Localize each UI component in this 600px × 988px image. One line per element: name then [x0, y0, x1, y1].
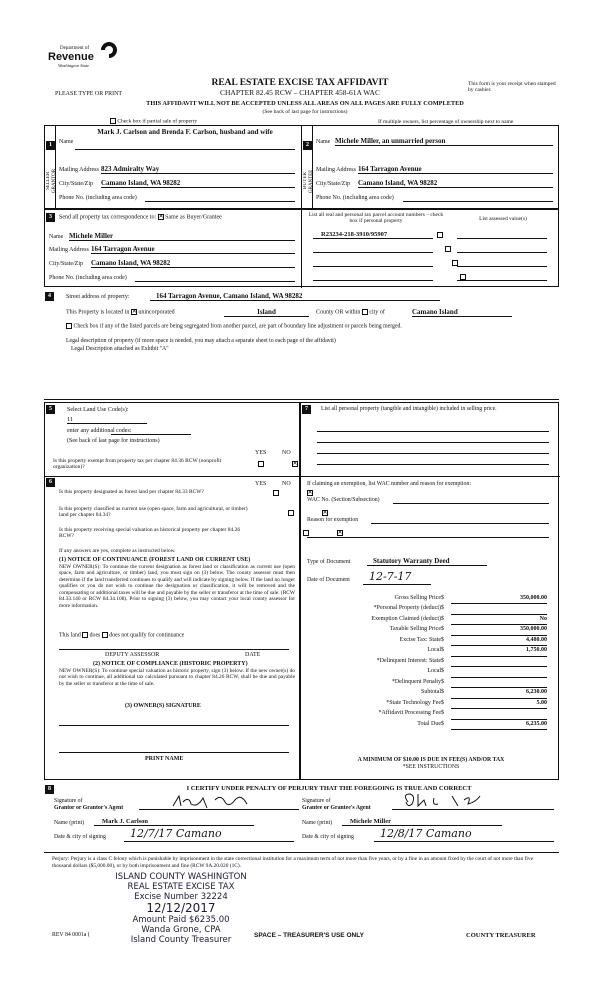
forest-yes-checkbox[interactable]	[273, 490, 279, 496]
financial-row	[311, 719, 547, 730]
financial-value[interactable]: 350,000.00	[451, 593, 547, 604]
assessed-3[interactable]	[457, 259, 547, 267]
grantor-date[interactable]: 12/7/17 Camano	[124, 828, 294, 842]
additional-codes: enter any additional codes:	[67, 428, 132, 434]
financial-row	[311, 604, 547, 615]
financial-row	[311, 625, 547, 636]
see-back: (See back of last page for instructions)	[262, 109, 348, 115]
reason-field-2[interactable]	[307, 533, 549, 538]
exemption-note: If claiming an exemption, list WAC number and reason for exemption:	[307, 481, 471, 487]
financial-row	[311, 667, 547, 678]
parcel-2[interactable]	[313, 245, 433, 253]
section-5-6	[44, 402, 300, 780]
exempt-yes-checkbox[interactable]	[258, 461, 264, 467]
buyer-phone[interactable]	[403, 194, 553, 202]
section-num-7: 7	[302, 405, 311, 414]
financial-currency: $	[441, 626, 444, 633]
corr-name-label: Name	[49, 234, 64, 240]
deputy-line[interactable]	[59, 645, 289, 650]
section-num-4: 4	[45, 292, 54, 301]
assessed-1[interactable]	[457, 231, 547, 239]
exempt-question: Is this property exempt from property tax per chapter 84.36 RCW (nonprofit organization)?	[53, 458, 222, 471]
corr-addr[interactable]: 164 Tarragon Avenue	[91, 245, 295, 254]
buyer-city-label: City/State/Zip	[316, 181, 350, 187]
financial-value[interactable]: No	[451, 614, 547, 625]
grantor-sig-label-b: Grantor or Grantor's Agent	[54, 805, 124, 811]
parcel-4[interactable]	[313, 273, 433, 281]
financials-table	[311, 593, 547, 730]
financial-label: Total Due	[417, 720, 441, 727]
partial-sale-label: Check box if partial sale of property	[117, 118, 198, 125]
wac-label: WAC No. (Section/Subsection)	[307, 497, 380, 503]
section-8	[44, 782, 559, 852]
does-not-label: does not qualify for continuance	[109, 632, 185, 639]
stamp-amount: Amount Paid $6235.00	[132, 915, 230, 926]
unincorporated-label: unincorporated	[138, 309, 175, 316]
financial-row	[311, 635, 547, 646]
exempt-yes-header: YES	[255, 450, 267, 456]
segregated-label: Check box if any of the listed parcels are being segregated from another parcel, are part of boundary line adjustment or parcels being merged.	[73, 323, 402, 330]
corr-intro	[59, 214, 222, 221]
buyer-name[interactable]: Michele Miller, an unmarried person	[335, 137, 553, 146]
grantee-name-label: Name (print)	[302, 820, 333, 826]
section-num-5: 5	[46, 405, 55, 414]
financial-currency: $	[441, 689, 444, 696]
treasurer-use-only: SPACE – TREASURER'S USE ONLY	[254, 932, 364, 939]
financial-currency: $	[441, 720, 444, 727]
city-value[interactable]: Camano Island	[412, 308, 512, 317]
financial-currency: $	[441, 699, 444, 706]
segregated-row	[66, 323, 402, 330]
section-num-2: 2	[303, 141, 312, 150]
deputy-label: DEPUTY ASSESSOR	[105, 652, 160, 658]
notice1-body: NEW OWNER(S): To continue the current designation as forest land or classification as current use (open space, farm and agriculture, or timber) land, you must sign on (3) below. The county assessor must then determine if the land transferred continues to qualify and will indicate by signing below. If the land no longer qualifies or you do not wish to continue the designation or classification, it will be removed and the compensating or additional taxes will be due and payable by the seller or transferor at the time of sale. (RCW 84.33.140 or RCW 84.34.108). Prior to signing (3) below, you may contact your local county assessor for more information.	[59, 564, 295, 609]
grantor-signature-scribble	[169, 794, 269, 810]
notice1-title: (1) NOTICE OF CONTINUANCE (FOREST LAND OR CURRENT USE)	[59, 557, 251, 563]
financial-row	[311, 698, 547, 709]
corr-phone[interactable]	[135, 274, 295, 282]
financial-currency: $	[441, 594, 444, 601]
financial-label: Gross Selling Price	[394, 594, 441, 601]
assessed-header: List assessed value(s)	[479, 216, 527, 222]
stamp-excise-number: Excise Number 32224	[134, 891, 228, 902]
section-4	[44, 290, 559, 400]
financial-currency: $	[441, 668, 444, 675]
section-num-8: 8	[45, 785, 54, 794]
financial-row	[311, 677, 547, 688]
financial-label: Subtotal	[420, 689, 441, 696]
seller-side-label: SELLER GRANTOR	[46, 168, 57, 194]
located-row	[66, 309, 175, 316]
personal-property-note: List all personal property (tangible and intangible) included in selling price.	[321, 406, 497, 412]
financial-row	[311, 656, 547, 667]
legal-attached: Legal Description attached as Exhibit "A"	[71, 346, 169, 352]
grantee-date[interactable]: 12/8/17 Camano	[374, 828, 554, 842]
notice2-title: (2) NOTICE OF COMPLIANCE (HISTORIC PROPERTY)	[93, 661, 248, 667]
street-label: Street address of property:	[66, 294, 130, 300]
corr-city-label: City/State/Zip	[49, 261, 83, 267]
financial-value[interactable]	[451, 677, 547, 688]
grantor-date-label: Date & city of signing	[54, 834, 106, 840]
form-number: REV 84 0001a (	[52, 932, 90, 938]
reason-field[interactable]	[371, 517, 549, 524]
financial-currency: $	[441, 636, 444, 643]
financial-value[interactable]	[451, 604, 547, 615]
seller-name-label: Name	[59, 139, 74, 145]
stamp-tax: REAL ESTATE EXCISE TAX	[127, 881, 235, 892]
section-num-1: 1	[46, 141, 55, 150]
city-label: city of	[369, 309, 385, 316]
personal-line-2[interactable]	[317, 440, 549, 443]
financial-label: *Personal Property (deduct)	[373, 605, 441, 612]
dor-logo	[44, 40, 124, 72]
financial-label: Exemption Claimed (deduct)	[371, 615, 441, 622]
corr-intro-text: Send all property tax correspondence to:	[59, 214, 157, 221]
financial-label: *Affidavit Processing Fee	[378, 710, 441, 717]
seller-phone-label: Phone No. (including area code)	[59, 195, 137, 201]
corr-addr-label: Mailing Address	[49, 247, 89, 253]
section-7	[300, 402, 559, 780]
land-use-label: Select Land Use Code(s):	[67, 407, 129, 413]
corr-name[interactable]: Michele Miller	[69, 232, 295, 241]
financial-currency: $	[441, 647, 444, 654]
financial-currency: $	[441, 657, 444, 664]
doc-type-label: Type of Document	[307, 559, 351, 565]
does-not-checkbox[interactable]	[102, 632, 108, 638]
sec6-no-header: NO	[282, 481, 291, 487]
print-name-label: PRINT NAME	[145, 756, 184, 762]
seller-addr-label: Mailing Address	[59, 167, 99, 173]
grantor-name-label: Name (print)	[54, 820, 85, 826]
buyer-name-label: Name	[316, 139, 331, 145]
financial-value[interactable]: 6,235.00	[451, 719, 547, 730]
segregated-checkbox[interactable]	[66, 323, 72, 329]
financial-label: Taxable Selling Price	[389, 626, 441, 633]
seller-name[interactable]: Mark J. Carlson and Brenda F. Carlson, husband and wife	[75, 128, 295, 150]
wac-field[interactable]	[393, 497, 549, 504]
financial-currency: $	[441, 615, 444, 622]
section-1-2	[44, 125, 559, 209]
street-address[interactable]: 164 Tarragon Avenue, Camano Island, WA 98282	[150, 292, 440, 301]
dept-revenue: Revenue	[48, 51, 94, 63]
current-use-yes-checkbox[interactable]	[288, 510, 294, 516]
assessed-4[interactable]	[457, 273, 547, 281]
partial-sale-checkbox[interactable]	[110, 118, 116, 124]
parcel-1[interactable]: R23234-218-3910/95907	[313, 231, 433, 239]
grantee-date-label: Date & city of signing	[302, 834, 354, 840]
doc-date-label: Date of Document	[307, 577, 350, 583]
date-label: DATE	[245, 652, 261, 658]
buyer-phone-label: Phone No. (including area code)	[316, 195, 394, 201]
land-use-see-back: (See back of last page for instructions)	[67, 438, 160, 444]
financial-currency: $	[441, 605, 444, 612]
county-within	[316, 309, 385, 316]
doc-type[interactable]: Statutory Warranty Deed	[367, 557, 487, 566]
personal-line-1[interactable]	[317, 429, 549, 432]
financial-row	[311, 688, 547, 699]
dor-logo-icon	[99, 40, 119, 60]
financial-label: Excise Tax: State	[399, 636, 441, 643]
grantee-sig-label-b: Grantee or Grantee's Agent	[302, 805, 371, 811]
certify-text: I CERTIFY UNDER PENALTY OF PERJURY THAT THE FOREGOING IS TRUE AND CORRECT	[186, 785, 472, 792]
financial-row	[311, 709, 547, 720]
corr-city[interactable]: Camano Island, WA 98282	[91, 259, 295, 268]
stamp-date: 12/12/2017	[146, 901, 216, 916]
forest-question: Is this property designated as forest land per chapter 84.33 RCW?	[59, 489, 204, 495]
page-title: REAL ESTATE EXCISE TAX AFFIDAVIT	[211, 78, 389, 88]
financial-label: *Delinquent Interest: State	[376, 657, 441, 664]
this-land-row	[59, 632, 184, 639]
financial-label: Local	[427, 668, 441, 675]
parcel-2-checkbox[interactable]	[445, 246, 451, 252]
financial-row	[311, 614, 547, 625]
multiple-owners: If multiple owners, list percentage of ownership next to name	[378, 119, 514, 125]
partial-sale[interactable]	[110, 118, 197, 125]
financial-value[interactable]: 6,230.00	[451, 688, 547, 699]
please-type: PLEASE TYPE OR PRINT	[55, 91, 123, 97]
land-use-code[interactable]: 11	[67, 416, 147, 424]
grantor-name[interactable]: Mark J. Carlson	[94, 818, 254, 826]
unincorporated-checkbox[interactable]	[131, 309, 137, 315]
grantor-sig-label-a: Signature of	[54, 798, 83, 804]
minimum-due: A MINIMUM OF $10.00 IS DUE IN FEE(S) AND/OR TAX	[357, 757, 505, 763]
this-land-label: This land	[59, 632, 81, 639]
legal-description: Legal description of property (if more space is needed, you may attach a separate sheet to each page of the affidavit)	[66, 338, 336, 344]
chapter: CHAPTER 82.45 RCW – CHAPTER 458-61A WAC	[220, 88, 380, 97]
owner-sig-line[interactable]	[59, 721, 289, 726]
personal-line-3[interactable]	[317, 451, 549, 454]
seller-city[interactable]: Camano Island, WA 98282	[101, 179, 295, 188]
financial-value[interactable]	[451, 667, 547, 678]
financial-value[interactable]: 5.00	[451, 698, 547, 709]
county-value[interactable]: Island	[224, 308, 309, 317]
stamp-county: ISLAND COUNTY WASHINGTON	[115, 872, 247, 882]
not-accepted: THIS AFFIDAVIT WILL NOT BE ACCEPTED UNLESS ALL AREAS ON ALL PAGES ARE FULLY COMPLETED	[146, 100, 464, 107]
financial-currency: $	[441, 678, 444, 685]
assessed-2[interactable]	[457, 245, 547, 253]
stamp-treasurer-title: Island County Treasurer	[130, 934, 232, 945]
sec6-yes-header: YES	[255, 481, 267, 487]
exempt-no-header: NO	[282, 450, 291, 456]
print-name-line[interactable]	[59, 748, 289, 753]
financial-label: *State Technology Fee	[386, 699, 441, 706]
doc-date[interactable]: 12-7-17	[363, 571, 431, 585]
seller-addr[interactable]: 823 Admiralty Way	[101, 165, 295, 174]
receipt-note: This form is your receipt when stamped by cashier.	[468, 81, 556, 94]
treasurer-stamp	[96, 873, 266, 945]
buyer-addr-label: Mailing Address	[316, 167, 356, 173]
corr-same-label: Same as Buyer/Grantee	[165, 214, 222, 221]
financial-label: Local	[427, 647, 441, 654]
perjury-note: Perjury: Perjury is a class C felony which is punishable by imprisonment in the state correctional institution for a maximum term of not more than five years, or by a fine in an amount fixed by the court of not more than five thousand dollars ($5,000.00), or by both imprisonment and fine (RCW 9A.20.020 (1C).	[52, 856, 533, 869]
notice2-body: NEW OWNER(S): To continue special valuation as historic property, sign (3) below. If the new owner(s) do not wish to continue, all additional tax calculated pursuant to chapter 84.26 RCW, shall be due and payable by the seller or transferor at the time of sale.	[59, 668, 295, 687]
does-label: does	[89, 632, 101, 639]
financial-currency: $	[441, 710, 444, 717]
financial-value[interactable]: 1,750.00	[451, 646, 547, 657]
county-treasurer: COUNTY TREASURER	[466, 932, 536, 939]
does-checkbox[interactable]	[82, 632, 88, 638]
section-3	[44, 209, 559, 287]
grantor-signature[interactable]	[139, 796, 299, 810]
financial-value[interactable]	[451, 709, 547, 720]
financial-row	[311, 646, 547, 657]
financial-value[interactable]: 4,480.00	[451, 635, 547, 646]
financial-row	[311, 593, 547, 604]
buyer-side-label: BUYER GRANTEE	[303, 169, 314, 193]
grantee-signature[interactable]	[392, 796, 554, 810]
corr-phone-label: Phone No. (including area code)	[49, 275, 127, 281]
personal-line-4[interactable]	[317, 462, 549, 465]
dept-state: Washington State	[58, 63, 90, 68]
grantee-sig-label-a: Signature of	[302, 798, 331, 804]
financial-value[interactable]	[451, 656, 547, 667]
section-num-6: 6	[46, 478, 55, 487]
seller-phone[interactable]	[145, 194, 295, 202]
grantee-name[interactable]: Michele Miller	[342, 818, 502, 826]
parcel-3[interactable]	[313, 259, 433, 267]
buyer-addr[interactable]: 164 Tarragon Avenue	[358, 165, 553, 174]
parcels-header: List all real and personal tax parcel account numbers – check box if personal property	[308, 212, 444, 225]
stamp-treasurer-name: Wanda Grone, CPA	[141, 924, 221, 935]
if-yes-note: If any answers are yes, complete as instructed below.	[59, 548, 176, 554]
financial-value[interactable]: 350,000.00	[451, 625, 547, 636]
county-within-label: County OR within	[316, 309, 361, 316]
reason-label: Reason for exemption	[307, 517, 359, 523]
dept-of: Department of	[60, 46, 90, 51]
seller-city-label: City/State/Zip	[59, 181, 93, 187]
corr-same-checkbox[interactable]	[158, 214, 164, 220]
financial-label: *Delinquent Penalty	[391, 678, 441, 685]
section-num-3: 3	[46, 213, 55, 222]
owner-sig-label: (3) OWNER(S) SIGNATURE	[125, 703, 201, 709]
city-checkbox[interactable]	[362, 309, 368, 315]
historic-question: Is this property receiving special valuation as historical property per chapter 84.26 RCW?	[59, 527, 241, 540]
buyer-city[interactable]: Camano Island, WA 98282	[358, 179, 553, 188]
current-use-question: Is this property classified as current use (open space, farm and agricultural, or timber) land per chapter 84.34?	[59, 506, 248, 519]
see-instructions: *SEE INSTRUCTIONS	[402, 764, 460, 770]
located-label: This Property is located in	[66, 309, 130, 316]
parcel-1-checkbox[interactable]	[437, 232, 443, 238]
additional-codes-field[interactable]	[111, 427, 191, 435]
grantee-signature-scribble	[402, 792, 512, 810]
exempt-no-checkbox[interactable]	[292, 461, 298, 467]
